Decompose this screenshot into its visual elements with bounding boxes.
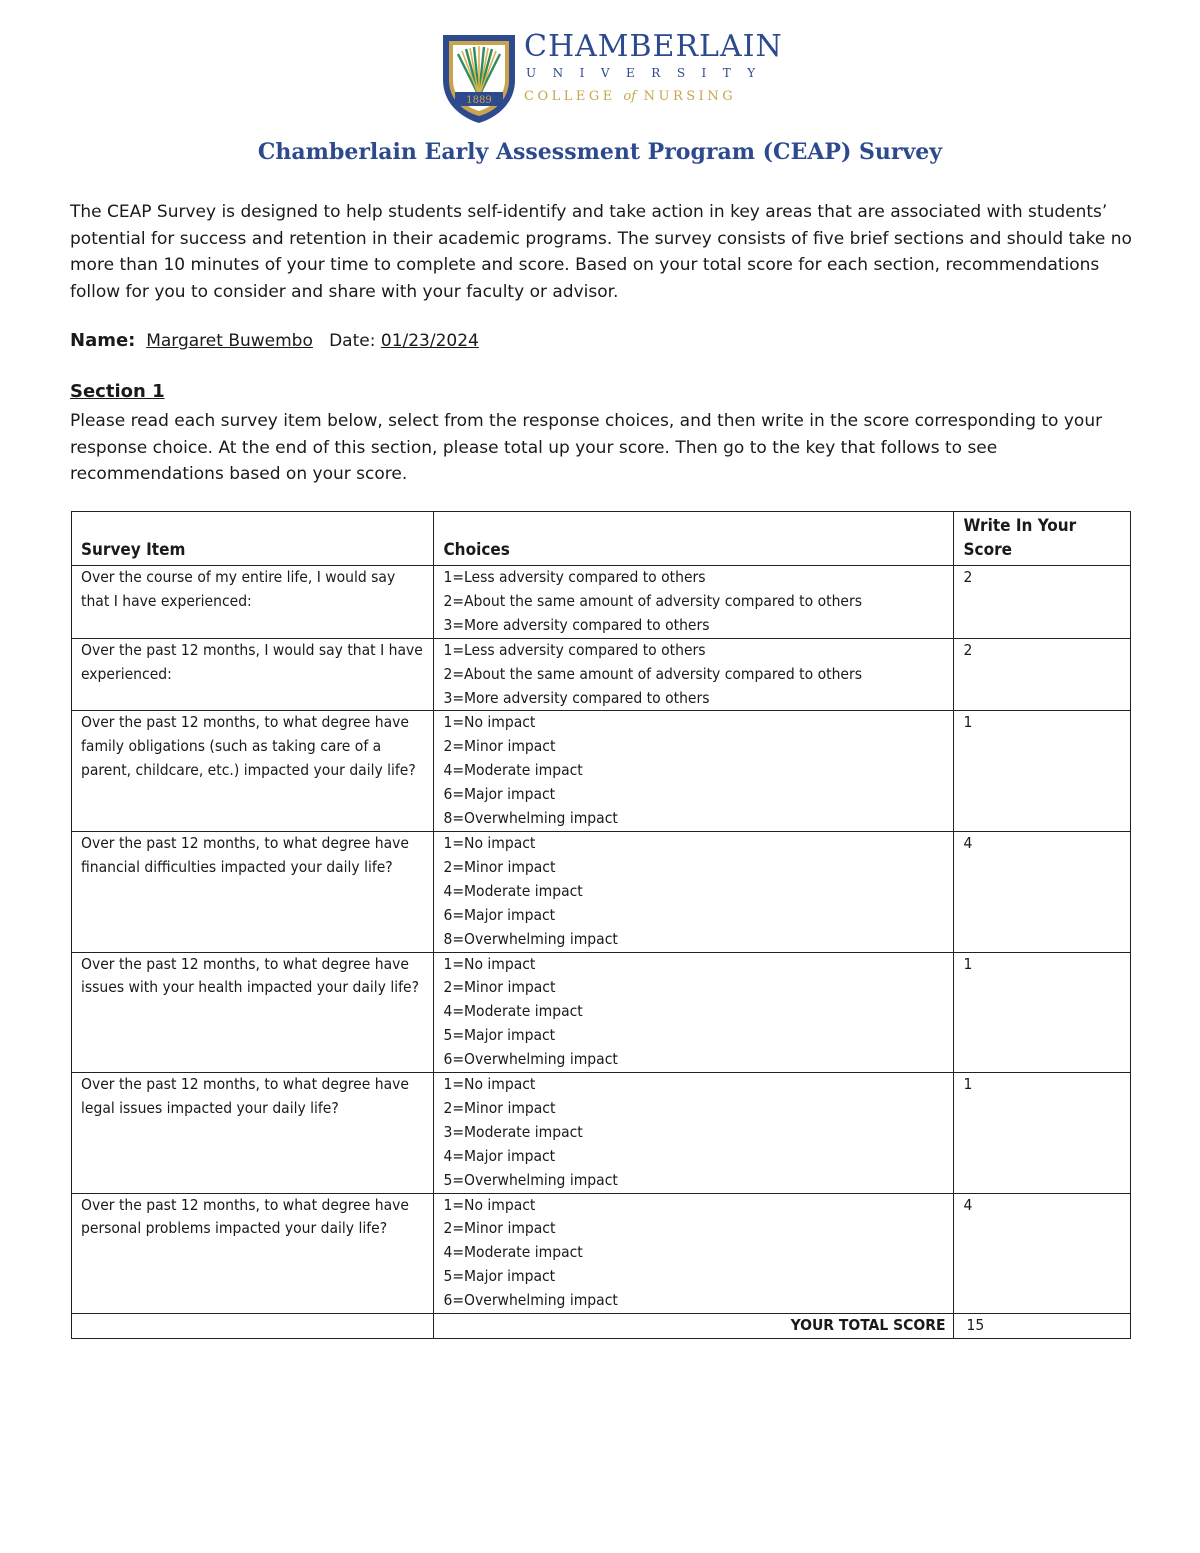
choice-option: 1=No impact: [443, 954, 536, 973]
score-entry[interactable]: 2: [954, 566, 1131, 639]
choice-option: 1=No impact: [443, 713, 536, 732]
choice-option: 6=Overwhelming impact: [443, 1291, 618, 1310]
choice-option: 1=Less adversity compared to others: [443, 640, 706, 659]
choices-cell: [434, 566, 954, 639]
choice-option: 6=Major impact: [443, 905, 556, 924]
survey-item-text: Over the past 12 months, to what degree have legal issues impacted your daily life?: [72, 1073, 434, 1194]
student-info: [70, 330, 479, 351]
score-entry[interactable]: 4: [954, 1193, 1131, 1314]
choice-option: 3=More adversity compared to others: [443, 615, 710, 634]
logo-college: [524, 89, 783, 104]
choice-option: 5=Overwhelming impact: [443, 1170, 618, 1189]
survey-item-text: Over the past 12 months, to what degree have family obligations (such as taking care of a parent, childcare, etc.) impacted your daily life?: [72, 711, 434, 832]
survey-table: [71, 511, 1131, 1339]
choice-option: 4=Moderate impact: [443, 1002, 583, 1021]
choice-option: 2=Minor impact: [443, 857, 556, 876]
choice-option: 8=Overwhelming impact: [443, 929, 618, 948]
choice-option: 4=Major impact: [443, 1146, 556, 1165]
total-score-label: YOUR TOTAL SCORE: [434, 1314, 954, 1339]
table-row: [72, 1193, 1131, 1314]
choice-option: 6=Overwhelming impact: [443, 1050, 618, 1069]
choice-option: 1=Less adversity compared to others: [443, 568, 706, 586]
choice-option: 2=Minor impact: [443, 1098, 556, 1117]
shield-crest-icon: [440, 32, 518, 124]
name-label: Name:: [70, 330, 136, 351]
choice-option: 6=Major impact: [443, 785, 556, 804]
intro-paragraph: [70, 199, 1140, 305]
survey-item-text: Over the past 12 months, to what degree have financial difficulties impacted your daily life?: [72, 831, 434, 952]
header-choices: Choices: [434, 512, 954, 566]
choice-option: 2=Minor impact: [443, 737, 556, 756]
survey-rows: [72, 566, 1131, 1314]
header-score: Write In Your Score: [954, 512, 1131, 566]
table-row: [72, 566, 1131, 639]
score-entry[interactable]: 2: [954, 638, 1131, 711]
choice-option: 2=Minor impact: [443, 1219, 556, 1238]
choice-option: 3=More adversity compared to others: [443, 688, 710, 707]
section-heading: Section 1: [70, 381, 165, 402]
header-survey-item: Survey Item: [72, 512, 434, 566]
choices-cell: [434, 711, 954, 832]
logo-name: CHAMBERLAIN: [524, 29, 783, 64]
choices-cell: [434, 638, 954, 711]
score-entry[interactable]: 4: [954, 831, 1131, 952]
choice-option: 4=Moderate impact: [443, 1243, 583, 1262]
choices-cell: [434, 1073, 954, 1194]
survey-item-text: Over the past 12 months, to what degree have issues with your health impacted your daily life?: [72, 952, 434, 1073]
choice-option: 2=About the same amount of adversity compared to others: [443, 591, 862, 610]
choice-option: 1=No impact: [443, 1195, 536, 1214]
choice-option: 5=Major impact: [443, 1267, 556, 1286]
date-label: Date:: [329, 331, 376, 351]
choice-option: 5=Major impact: [443, 1026, 556, 1045]
total-score-value[interactable]: 15: [954, 1314, 1131, 1339]
score-entry[interactable]: 1: [954, 952, 1131, 1073]
table-row: [72, 952, 1131, 1073]
choice-option: 8=Overwhelming impact: [443, 809, 618, 828]
page-title: Chamberlain Early Assessment Program (CEAP) Survey: [257, 139, 943, 165]
university-logo: [440, 29, 783, 124]
choice-option: 4=Moderate impact: [443, 881, 583, 900]
intro-text: The CEAP Survey is designed to help students self-identify and take action in key areas that are associated with students’ potential for success and retention in their academic programs. The survey consists of five brief sections and should take no more than 10 minutes of your time to complete and score. Based on your total score for each section, recommendations follow for you to consider and share with your faculty or advisor.: [70, 202, 1132, 302]
score-entry[interactable]: 1: [954, 1073, 1131, 1194]
table-row: [72, 638, 1131, 711]
logo-year: 1889: [466, 95, 492, 106]
total-blank-cell: [72, 1314, 434, 1339]
student-name: Margaret Buwembo: [146, 331, 313, 351]
table-row: [72, 831, 1131, 952]
choice-option: 2=Minor impact: [443, 978, 556, 997]
logo-subname: UNIVERSITY: [526, 66, 772, 80]
survey-date: 01/23/2024: [380, 331, 479, 351]
logo-college-prefix: COLLEGE: [524, 89, 616, 104]
logo-college-suffix: NURSING: [643, 89, 737, 104]
section-instructions: Please read each survey item below, select from the response choices, and then write in the score corresponding to your response choice. At the end of this section, please total up your score. Then go to the key that follows to see recommendations based on your score.: [70, 411, 1103, 484]
survey-item-text: Over the past 12 months, I would say that I have experienced:: [72, 638, 434, 711]
logo-college-of: of: [623, 89, 637, 104]
choice-option: 1=No impact: [443, 1075, 536, 1094]
choices-cell: [434, 1193, 954, 1314]
table-row: [72, 1073, 1131, 1194]
score-entry[interactable]: 1: [954, 711, 1131, 832]
choices-cell: [434, 831, 954, 952]
choices-cell: [434, 952, 954, 1073]
survey-item-text: Over the course of my entire life, I would say that I have experienced:: [72, 566, 434, 639]
choice-option: 4=Moderate impact: [443, 761, 583, 780]
survey-item-text: Over the past 12 months, to what degree have personal problems impacted your daily life?: [72, 1193, 434, 1314]
choice-option: 3=Moderate impact: [443, 1122, 583, 1141]
choice-option: 1=No impact: [443, 833, 536, 852]
table-row: [72, 711, 1131, 832]
choice-option: 2=About the same amount of adversity compared to others: [443, 664, 862, 683]
